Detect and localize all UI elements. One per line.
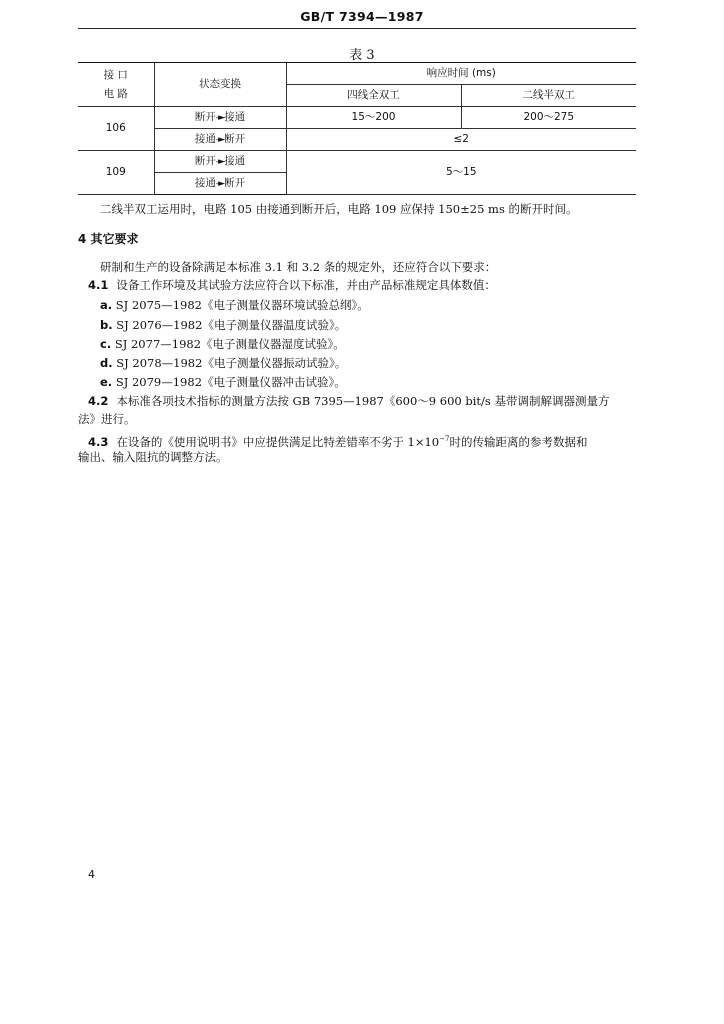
cell-merged-value: ≤2 xyxy=(286,129,636,151)
cell-two-wire-value: 200～275 xyxy=(461,107,636,129)
arrow-icon: -► xyxy=(215,112,225,123)
header-interface-circuit xyxy=(78,63,154,107)
clause-number: 4.2 xyxy=(88,394,109,408)
cell-state-change: 断开-►接通 xyxy=(154,151,286,173)
cell-circuit-109: 109 xyxy=(78,151,154,195)
list-item: a. SJ 2075—1982《电子测量仪器环境试验总纲》。 xyxy=(100,298,369,312)
cell-merged-value: 5～15 xyxy=(286,151,636,195)
cell-circuit-106: 106 xyxy=(78,107,154,151)
header-two-wire: 二线半双工 xyxy=(461,85,636,107)
section-title: 4 其它要求 xyxy=(78,232,139,246)
header-rule xyxy=(78,28,636,29)
arrow-icon: -► xyxy=(215,134,225,145)
header-circuit: 电 路 xyxy=(103,87,128,100)
cell-four-wire-value: 15～200 xyxy=(286,107,461,129)
header-state-change: 状态变换 xyxy=(154,63,286,107)
header-response-time: 响应时间 (ms) xyxy=(286,63,636,85)
clause-text: 本标准各项技术指标的测量方法按 GB 7395—1987《600～9 600 bit/s 基带调制解调器测量方 xyxy=(116,394,610,408)
table-note: 二线半双工运用时，电路 105 由接通到断开后，电路 109 应保持 150±25 ms 的断开时间。 xyxy=(100,202,578,216)
list-item: b. SJ 2076—1982《电子测量仪器温度试验》。 xyxy=(100,318,347,332)
page-header: GB/T 7394—1987 xyxy=(300,9,424,24)
header-interface: 接 口 xyxy=(103,68,128,81)
clause-4-3-continued: 输出、输入阻抗的调整方法。 xyxy=(78,450,228,464)
arrow-icon: -► xyxy=(215,178,225,189)
cell-state-change: 接通-►断开 xyxy=(154,129,286,151)
header-four-wire: 四线全双工 xyxy=(286,85,461,107)
list-item: c. SJ 2077—1982《电子测量仪器湿度试验》。 xyxy=(100,337,345,351)
clause-4-3: 4.3 在设备的《使用说明书》中应提供满足比特差错率不劣于 $1\times 10^{-7}$时的传输距离的参考数据和 xyxy=(88,434,588,449)
list-item: e. SJ 2079—1982《电子测量仪器冲击试验》。 xyxy=(100,375,346,389)
clause-text: 设备工作环境及其试验方法应符合以下标准，并由产品标准规定具体数值： xyxy=(116,278,496,292)
clause-4-2-continued: 法》进行。 xyxy=(78,412,136,426)
clause-4-1 xyxy=(88,276,496,294)
section-intro: 研制和生产的设备除满足本标准 3.1 和 3.2 条的规定外，还应符合以下要求： xyxy=(100,260,497,274)
response-time-table xyxy=(78,62,636,195)
clause-number: 4.3 xyxy=(88,434,109,449)
clause-number: 4.1 xyxy=(88,278,109,292)
cell-state-change: 断开-►接通 xyxy=(154,107,286,129)
clause-4-2 xyxy=(88,392,609,410)
page-number: 4 xyxy=(88,868,95,881)
cell-state-change: 接通-►断开 xyxy=(154,173,286,195)
arrow-icon: -► xyxy=(215,156,225,167)
table-caption: 表 3 xyxy=(349,48,375,63)
list-item: d. SJ 2078—1982《电子测量仪器振动试验》。 xyxy=(100,356,347,370)
